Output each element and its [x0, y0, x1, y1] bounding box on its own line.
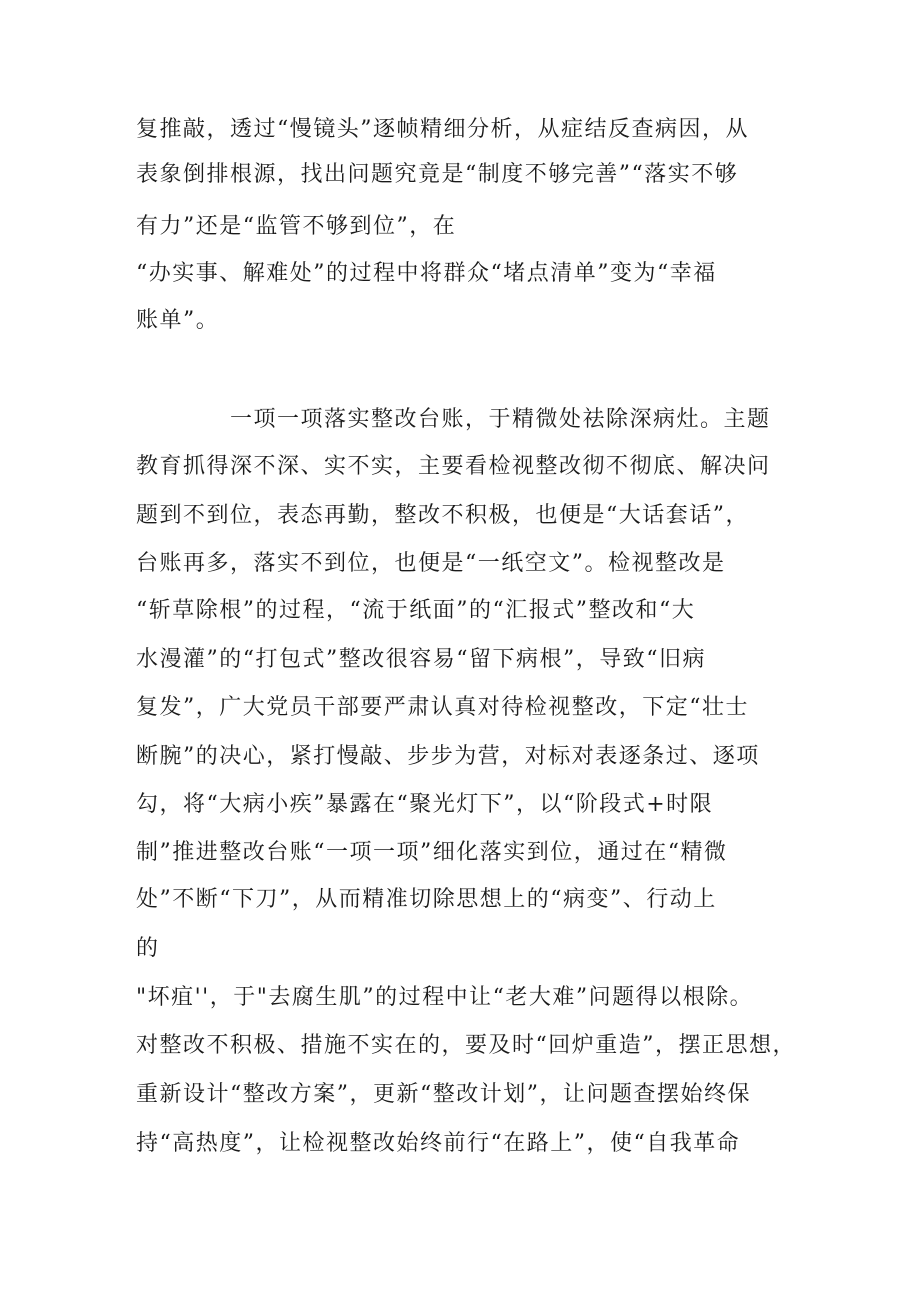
text-line: 台账再多，落实不到位，也便是“一纸空文”。检视整改是 [136, 551, 726, 576]
text-line: 重新设计“整改方案”，更新“整改计划”，让问题查摆始终保 [136, 1082, 751, 1107]
text-line: 断腕”的决心，紧打慢敲、步步为营，对标对表逐条过、逐项 [136, 744, 760, 769]
text-line: 持“高热度”，让检视整改始终前行“在路上”，使“自我革命 [136, 1131, 741, 1156]
text-line: 有力”还是“监管不够到位”，在 [136, 214, 457, 239]
paragraph-first-line: 一项一项落实整改台账，于精微处祛除深病灶。主题 [230, 407, 771, 432]
text-line: 账单”。 [136, 308, 220, 333]
text-line: 表象倒排根源，找出问题究竟是“制度不够完善”“落实不够 [136, 162, 739, 187]
text-line: 的 [136, 936, 160, 961]
text-line: “斩草除根”的过程，“流于纸面”的“汇报式”整改和“大 [136, 598, 696, 623]
text-line: 对整改不积极、措施不实在的，要及时“回炉重造”，摆正思想， [136, 1033, 796, 1058]
text-line: 复发”，广大党员干部要严肃认真对待检视整改，下定“壮士 [136, 695, 749, 720]
text-line: 教育抓得深不深、实不实，主要看检视整改彻不彻底、解决问 [136, 454, 771, 479]
text-line: “办实事、解难处”的过程中将群众“堵点清单”变为“幸福 [136, 261, 717, 286]
text-line: 题到不到位，表态再勤，整改不积极，也便是“大话套话”， [136, 503, 749, 528]
text-line: 水漫灌”的“打包式”整改很容易“留下病根”，导致“旧病 [136, 647, 706, 672]
text-line: 制”推进整改台账“一项一项”细化落实到位，通过在“精微 [136, 840, 728, 865]
text-line: 勾，将“大病小疾”暴露在“聚光灯下”，以“阶段式+时限 [136, 792, 714, 817]
text-line: "坏疽''，于"去腐生肌”的过程中让“老大难”问题得以根除。 [136, 985, 754, 1010]
text-line: 处”不断“下刀”，从而精准切除思想上的“病变”、行动上 [136, 887, 717, 912]
text-line: 复推敲，透过“慢镜头”逐帧精细分析，从症结反查病因，从 [136, 117, 749, 142]
